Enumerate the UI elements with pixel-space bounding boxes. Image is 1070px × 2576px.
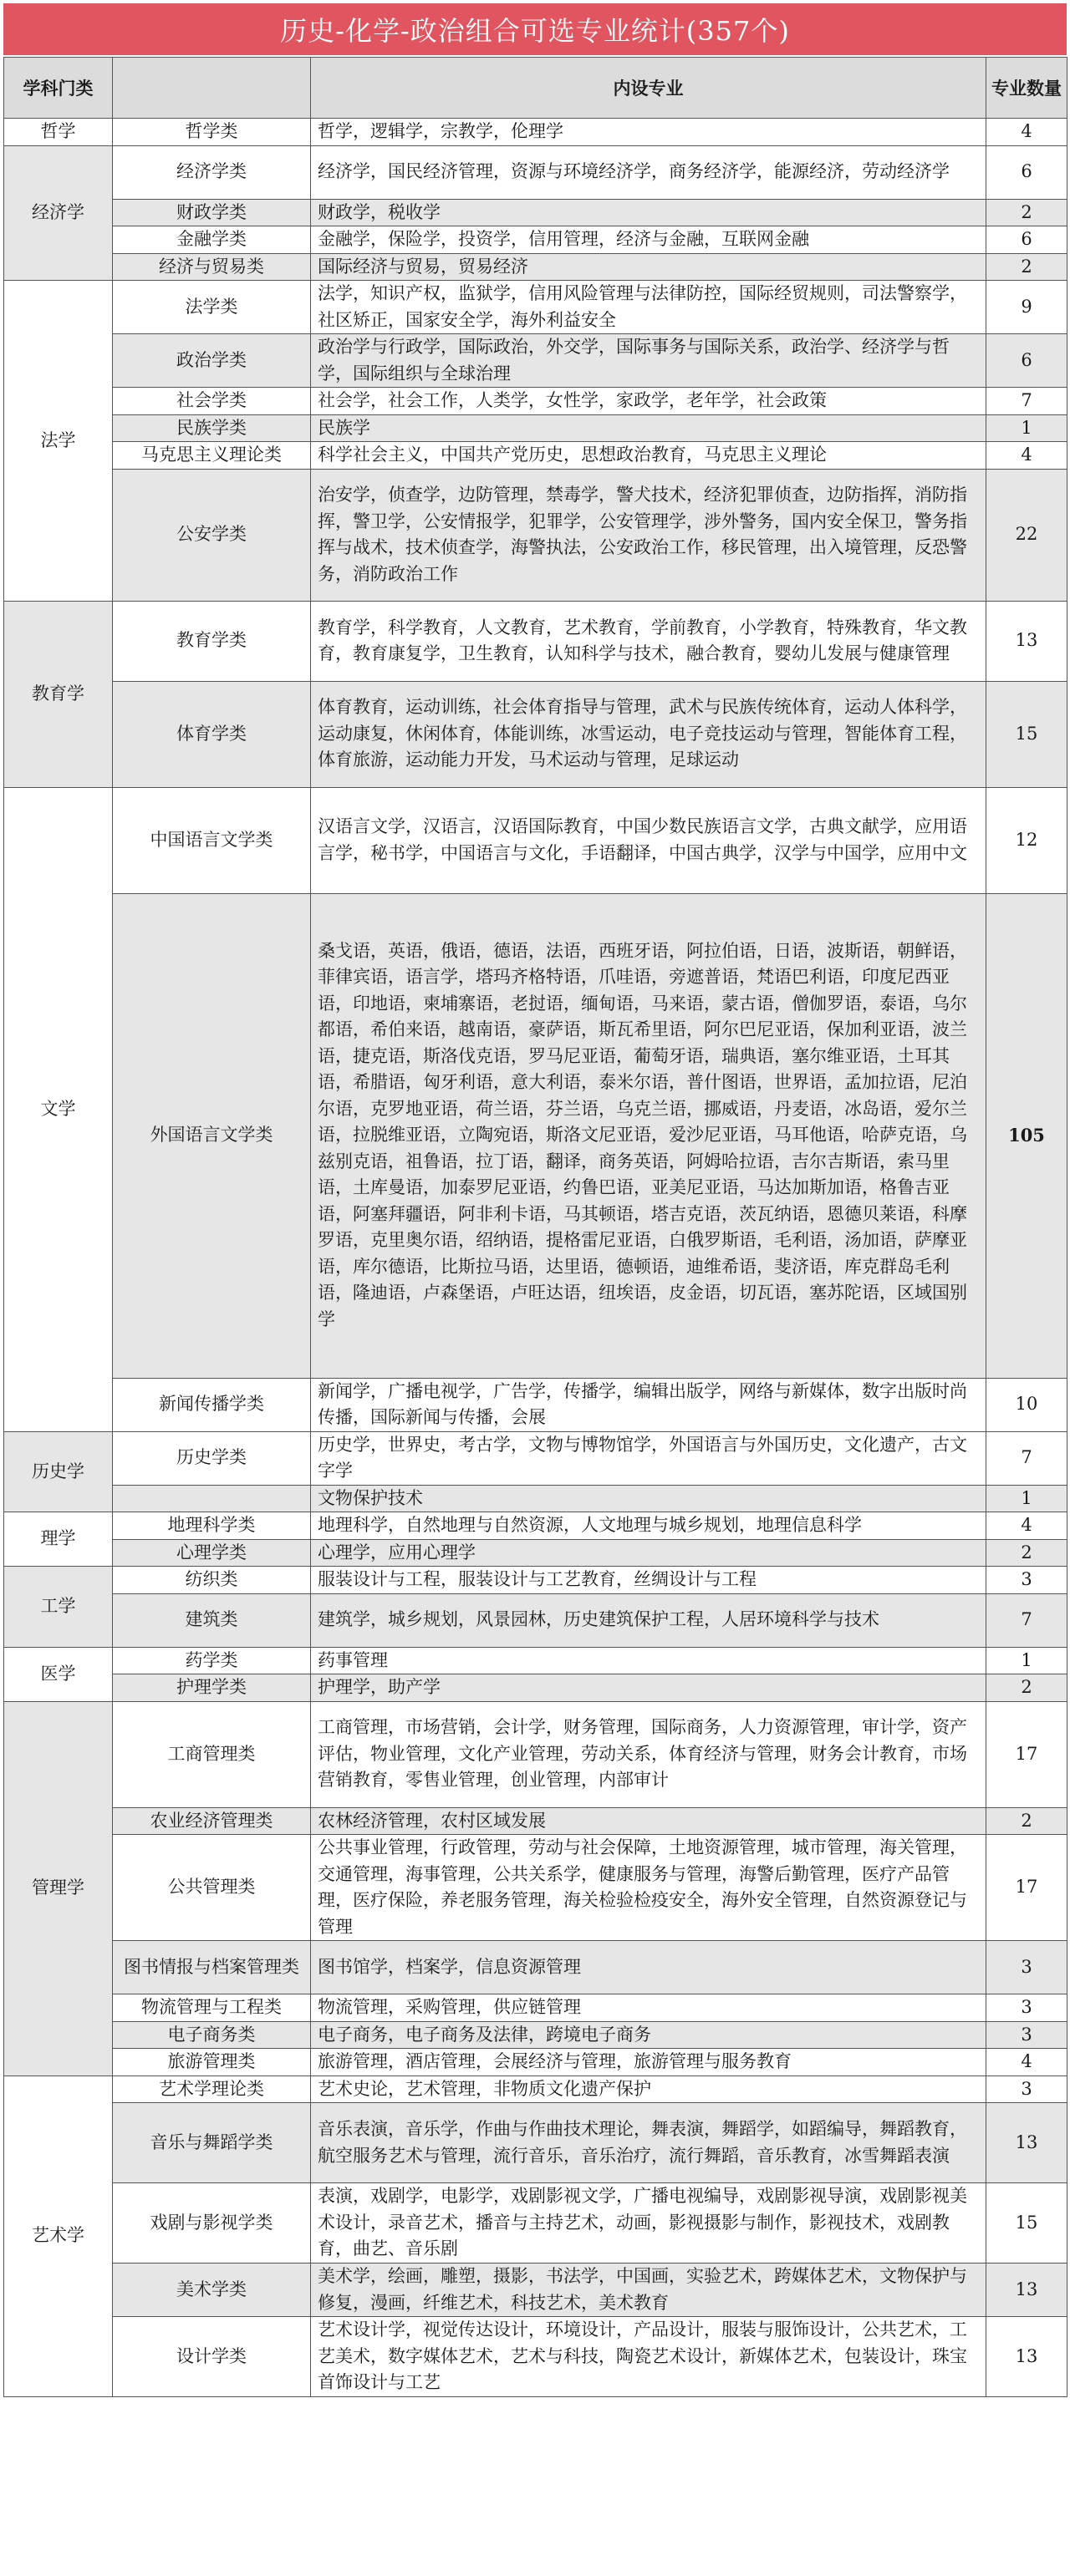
count-cell: 3: [986, 1994, 1067, 2022]
class-cell: 法学类: [113, 281, 311, 334]
table-row: [4, 388, 1067, 415]
count-cell: 6: [986, 226, 1067, 254]
count-cell: 2: [986, 1539, 1067, 1567]
class-cell: 教育学类: [113, 601, 311, 681]
count-cell: 1: [986, 1485, 1067, 1512]
count-cell: 3: [986, 2021, 1067, 2049]
table-row: [4, 1835, 1067, 1941]
majors-cell: 电子商务，电子商务及法律，跨境电子商务: [311, 2021, 986, 2049]
majors-cell: 图书馆学，档案学，信息资源管理: [311, 1941, 986, 1994]
majors-cell: 音乐表演，音乐学，作曲与作曲技术理论，舞表演，舞蹈学，如蹈编导，舞蹈教育，航空服务艺术与管理，流行音乐，音乐治疗，流行舞蹈，音乐教育，冰雪舞蹈表演: [311, 2103, 986, 2183]
page-title: 历史-化学-政治组合可选专业统计(357个): [280, 15, 790, 47]
majors-cell: 新闻学，广播电视学，广告学，传播学，编辑出版学，网络与新媒体，数字出版时尚传播，国际新闻与传播，会展: [311, 1378, 986, 1431]
table-row: [4, 787, 1067, 893]
table-row: [4, 1378, 1067, 1431]
majors-cell: 财政学，税收学: [311, 199, 986, 226]
table-row: [4, 145, 1067, 199]
count-cell: 2: [986, 1807, 1067, 1835]
majors-cell: 心理学，应用心理学: [311, 1539, 986, 1567]
count-cell: 1: [986, 414, 1067, 442]
class-cell: 音乐与舞蹈学类: [113, 2103, 311, 2183]
class-cell: [113, 1485, 311, 1512]
gate-cell: 哲学: [4, 119, 113, 146]
majors-cell: 地理科学，自然地理与自然资源，人文地理与城乡规划，地理信息科学: [311, 1512, 986, 1540]
class-cell: 公共管理类: [113, 1835, 311, 1941]
table-row: [4, 1807, 1067, 1835]
majors-cell: 物流管理，采购管理，供应链管理: [311, 1994, 986, 2022]
table-row: [4, 469, 1067, 601]
majors-cell: 艺术设计学，视觉传达设计，环境设计，产品设计，服装与服饰设计，公共艺术，工艺美术，数字媒体艺术，艺术与科技，陶瓷艺术设计，新媒体艺术，包装设计，珠宝首饰设计与工艺: [311, 2317, 986, 2397]
count-cell: 6: [986, 334, 1067, 388]
class-cell: 金融学类: [113, 226, 311, 254]
class-cell: 社会学类: [113, 388, 311, 415]
header-row: [4, 58, 1067, 119]
count-cell: 13: [986, 2317, 1067, 2397]
count-cell: 9: [986, 281, 1067, 334]
class-cell: 艺术学理论类: [113, 2076, 311, 2103]
table-row: [4, 1647, 1067, 1674]
header-majors: 内设专业: [311, 58, 986, 119]
class-cell: 戏剧与影视学类: [113, 2183, 311, 2264]
count-cell: 12: [986, 787, 1067, 893]
table-row: [4, 1485, 1067, 1512]
table-row: [4, 199, 1067, 226]
class-cell: 地理科学类: [113, 1512, 311, 1540]
class-cell: 设计学类: [113, 2317, 311, 2397]
class-cell: 农业经济管理类: [113, 1807, 311, 1835]
majors-cell: 科学社会主义，中国共产党历史，思想政治教育，马克思主义理论: [311, 442, 986, 470]
count-cell: 22: [986, 469, 1067, 601]
class-cell: 经济学类: [113, 145, 311, 199]
count-cell: 2: [986, 199, 1067, 226]
count-cell: 2: [986, 1674, 1067, 1702]
majors-table: [3, 57, 1067, 2397]
majors-cell: 经济学，国民经济管理，资源与环境经济学，商务经济学，能源经济，劳动经济学: [311, 145, 986, 199]
majors-cell: 护理学，助产学: [311, 1674, 986, 1702]
class-cell: 中国语言文学类: [113, 787, 311, 893]
table-row: [4, 442, 1067, 470]
majors-cell: 公共事业管理，行政管理，劳动与社会保障，土地资源管理，城市管理，海关管理，交通管理，海事管理，公共关系学，健康服务与管理，海警后勤管理，医疗产品管理，医疗保险，养老服务管理，海关检验检疫安全，海外安全管理，自然资源登记与管理: [311, 1835, 986, 1941]
table-row: [4, 1994, 1067, 2022]
majors-cell: 旅游管理，酒店管理，会展经济与管理，旅游管理与服务教育: [311, 2049, 986, 2076]
majors-cell: 金融学，保险学，投资学，信用管理，经济与金融，互联网金融: [311, 226, 986, 254]
count-cell: 105: [986, 893, 1067, 1378]
gate-cell: 医学: [4, 1647, 113, 1701]
header-count: 专业数量: [986, 58, 1067, 119]
class-cell: 财政学类: [113, 199, 311, 226]
majors-cell: 艺术史论，艺术管理，非物质文化遗产保护: [311, 2076, 986, 2103]
class-cell: 美术学类: [113, 2264, 311, 2317]
majors-cell: 工商管理，市场营销，会计学，财务管理，国际商务，人力资源管理，审计学，资产评估，物业管理，文化产业管理，劳动关系，体育经济与管理，财务会计教育，市场营销教育，零售业管理，创业管理，内部审计: [311, 1701, 986, 1807]
majors-cell: 药事管理: [311, 1647, 986, 1674]
majors-cell: 治安学，侦查学，边防管理，禁毒学，警犬技术，经济犯罪侦查，边防指挥，消防指挥，警卫学，公安情报学，犯罪学，公安管理学，涉外警务，国内安全保卫，警务指挥与战术，技术侦查学，海警执法，公安政治工作，移民管理，出入境管理，反恐警务，消防政治工作: [311, 469, 986, 601]
count-cell: 13: [986, 601, 1067, 681]
majors-cell: 哲学，逻辑学，宗教学，伦理学: [311, 119, 986, 146]
class-cell: 政治学类: [113, 334, 311, 388]
count-cell: 15: [986, 2183, 1067, 2264]
majors-cell: 文物保护技术: [311, 1485, 986, 1512]
count-cell: 3: [986, 1941, 1067, 1994]
count-cell: 4: [986, 1512, 1067, 1540]
page-title-banner: [3, 3, 1067, 55]
gate-cell: 法学: [4, 281, 113, 602]
class-cell: 新闻传播学类: [113, 1378, 311, 1431]
count-cell: 13: [986, 2103, 1067, 2183]
table-row: [4, 334, 1067, 388]
count-cell: 17: [986, 1835, 1067, 1941]
class-cell: 历史学类: [113, 1431, 311, 1485]
majors-cell: 服装设计与工程，服装设计与工艺教育，丝绸设计与工程: [311, 1567, 986, 1594]
count-cell: 4: [986, 442, 1067, 470]
table-row: [4, 1567, 1067, 1594]
table-row: [4, 1941, 1067, 1994]
majors-cell: 农林经济管理，农村区域发展: [311, 1807, 986, 1835]
table-row: [4, 281, 1067, 334]
table-body: [4, 119, 1067, 2397]
count-cell: 4: [986, 2049, 1067, 2076]
count-cell: 17: [986, 1701, 1067, 1807]
class-cell: 哲学类: [113, 119, 311, 146]
class-cell: 纺织类: [113, 1567, 311, 1594]
gate-cell: 工学: [4, 1567, 113, 1648]
count-cell: 13: [986, 2264, 1067, 2317]
count-cell: 4: [986, 119, 1067, 146]
gate-cell: 理学: [4, 1512, 113, 1567]
table-row: [4, 1674, 1067, 1702]
header-class: [113, 58, 311, 119]
gate-cell: 教育学: [4, 601, 113, 787]
class-cell: 药学类: [113, 1647, 311, 1674]
header-gate: 学科门类: [4, 58, 113, 119]
class-cell: 外国语言文学类: [113, 893, 311, 1378]
table-row: [4, 226, 1067, 254]
gate-cell: 文学: [4, 787, 113, 1431]
table-row: [4, 1431, 1067, 1485]
class-cell: 护理学类: [113, 1674, 311, 1702]
table-row: [4, 414, 1067, 442]
table-row: [4, 2317, 1067, 2397]
count-cell: 3: [986, 2076, 1067, 2103]
table-row: [4, 2264, 1067, 2317]
class-cell: 经济与贸易类: [113, 253, 311, 281]
majors-cell: 汉语言文学，汉语言，汉语国际教育，中国少数民族语言文学，古典文献学，应用语言学，秘书学，中国语言与文化，手语翻译，中国古典学，汉学与中国学，应用中文: [311, 787, 986, 893]
majors-cell: 建筑学，城乡规划，风景园林，历史建筑保护工程，人居环境科学与技术: [311, 1593, 986, 1647]
majors-cell: 表演，戏剧学，电影学，戏剧影视文学，广播电视编导，戏剧影视导演，戏剧影视美术设计，录音艺术，播音与主持艺术，动画，影视摄影与制作，影视技术，戏剧教育，曲艺、音乐剧: [311, 2183, 986, 2264]
table-row: [4, 2183, 1067, 2264]
table-row: [4, 253, 1067, 281]
majors-cell: 法学，知识产权，监狱学，信用风险管理与法律防控，国际经贸规则，司法警察学，社区矫正，国家安全学，海外利益安全: [311, 281, 986, 334]
table-row: [4, 119, 1067, 146]
majors-cell: 桑戈语，英语，俄语，德语，法语，西班牙语，阿拉伯语，日语，波斯语，朝鲜语，菲律宾语，语言学，塔玛齐格特语，爪哇语，旁遮普语，梵语巴利语，印度尼西亚语，印地语，柬埔寨语，老挝语，缅甸语，马来语，蒙古语，僧伽罗语，泰语，乌尔都语，希伯来语，越南语，豪萨语，斯瓦希里语，阿尔巴尼亚语，保加利亚语，波兰语，捷克语，斯洛伐克语，罗马尼亚语，葡萄牙语，瑞典语，塞尔维亚语，土耳其语，希腊语，匈牙利语，意大利语，泰米尔语，普什图语，世界语，孟加拉语，尼泊尔语，克罗地亚语，荷兰语，芬兰语，乌克兰语，挪威语，丹麦语，冰岛语，爱尔兰语，拉脱维亚语，立陶宛语，斯洛文尼亚语，爱沙尼亚语，马耳他语，哈萨克语，乌兹别克语，祖鲁语，拉丁语，翻译，商务英语，阿姆哈拉语，吉尔吉斯语，索马里语，土库曼语，加泰罗尼亚语，约鲁巴语，亚美尼亚语，马达加斯加语，格鲁吉亚语，阿塞拜疆语，阿非利卡语，马其顿语，塔吉克语，茨瓦纳语，恩德贝莱语，科摩罗语，克里奥尔语，绍纳语，提格雷尼亚语，白俄罗斯语，毛利语，汤加语，萨摩亚语，库尔德语，比斯拉马语，达里语，德顿语，迪维希语，斐济语，库克群岛毛利语，隆迪语，卢森堡语，卢旺达语，纽埃语，皮金语，切瓦语，塞苏陀语，区域国别学: [311, 893, 986, 1378]
table-row: [4, 2076, 1067, 2103]
class-cell: 体育学类: [113, 681, 311, 787]
majors-cell: 国际经济与贸易，贸易经济: [311, 253, 986, 281]
class-cell: 心理学类: [113, 1539, 311, 1567]
count-cell: 7: [986, 388, 1067, 415]
majors-cell: 政治学与行政学，国际政治，外交学，国际事务与国际关系，政治学、经济学与哲学，国际组织与全球治理: [311, 334, 986, 388]
table-row: [4, 1593, 1067, 1647]
table-row: [4, 601, 1067, 681]
table-row: [4, 1512, 1067, 1540]
table-row: [4, 2021, 1067, 2049]
count-cell: 3: [986, 1567, 1067, 1594]
count-cell: 7: [986, 1593, 1067, 1647]
gate-cell: 历史学: [4, 1431, 113, 1512]
table-row: [4, 681, 1067, 787]
count-cell: 15: [986, 681, 1067, 787]
table-row: [4, 1539, 1067, 1567]
class-cell: 物流管理与工程类: [113, 1994, 311, 2022]
class-cell: 民族学类: [113, 414, 311, 442]
count-cell: 10: [986, 1378, 1067, 1431]
class-cell: 电子商务类: [113, 2021, 311, 2049]
class-cell: 建筑类: [113, 1593, 311, 1647]
majors-cell: 历史学，世界史，考古学，文物与博物馆学，外国语言与外国历史，文化遗产，古文字学: [311, 1431, 986, 1485]
table-row: [4, 2049, 1067, 2076]
count-cell: 2: [986, 253, 1067, 281]
table-row: [4, 893, 1067, 1378]
class-cell: 旅游管理类: [113, 2049, 311, 2076]
majors-cell: 社会学，社会工作，人类学，女性学，家政学，老年学，社会政策: [311, 388, 986, 415]
majors-cell: 教育学，科学教育，人文教育，艺术教育，学前教育，小学教育，特殊教育，华文教育，教育康复学，卫生教育，认知科学与技术，融合教育，婴幼儿发展与健康管理: [311, 601, 986, 681]
gate-cell: 经济学: [4, 145, 113, 281]
count-cell: 7: [986, 1431, 1067, 1485]
count-cell: 6: [986, 145, 1067, 199]
class-cell: 马克思主义理论类: [113, 442, 311, 470]
table-row: [4, 1701, 1067, 1807]
majors-cell: 体育教育，运动训练，社会体育指导与管理，武术与民族传统体育，运动人体科学，运动康复，休闲体育，体能训练，冰雪运动，电子竞技运动与管理，智能体育工程，体育旅游，运动能力开发，马术运动与管理，足球运动: [311, 681, 986, 787]
class-cell: 图书情报与档案管理类: [113, 1941, 311, 1994]
class-cell: 工商管理类: [113, 1701, 311, 1807]
class-cell: 公安学类: [113, 469, 311, 601]
gate-cell: 管理学: [4, 1701, 113, 2076]
gate-cell: 艺术学: [4, 2076, 113, 2396]
count-cell: 1: [986, 1647, 1067, 1674]
majors-cell: 美术学，绘画，雕塑，摄影，书法学，中国画，实验艺术，跨媒体艺术，文物保护与修复，漫画，纤维艺术，科技艺术，美术教育: [311, 2264, 986, 2317]
majors-cell: 民族学: [311, 414, 986, 442]
table-row: [4, 2103, 1067, 2183]
